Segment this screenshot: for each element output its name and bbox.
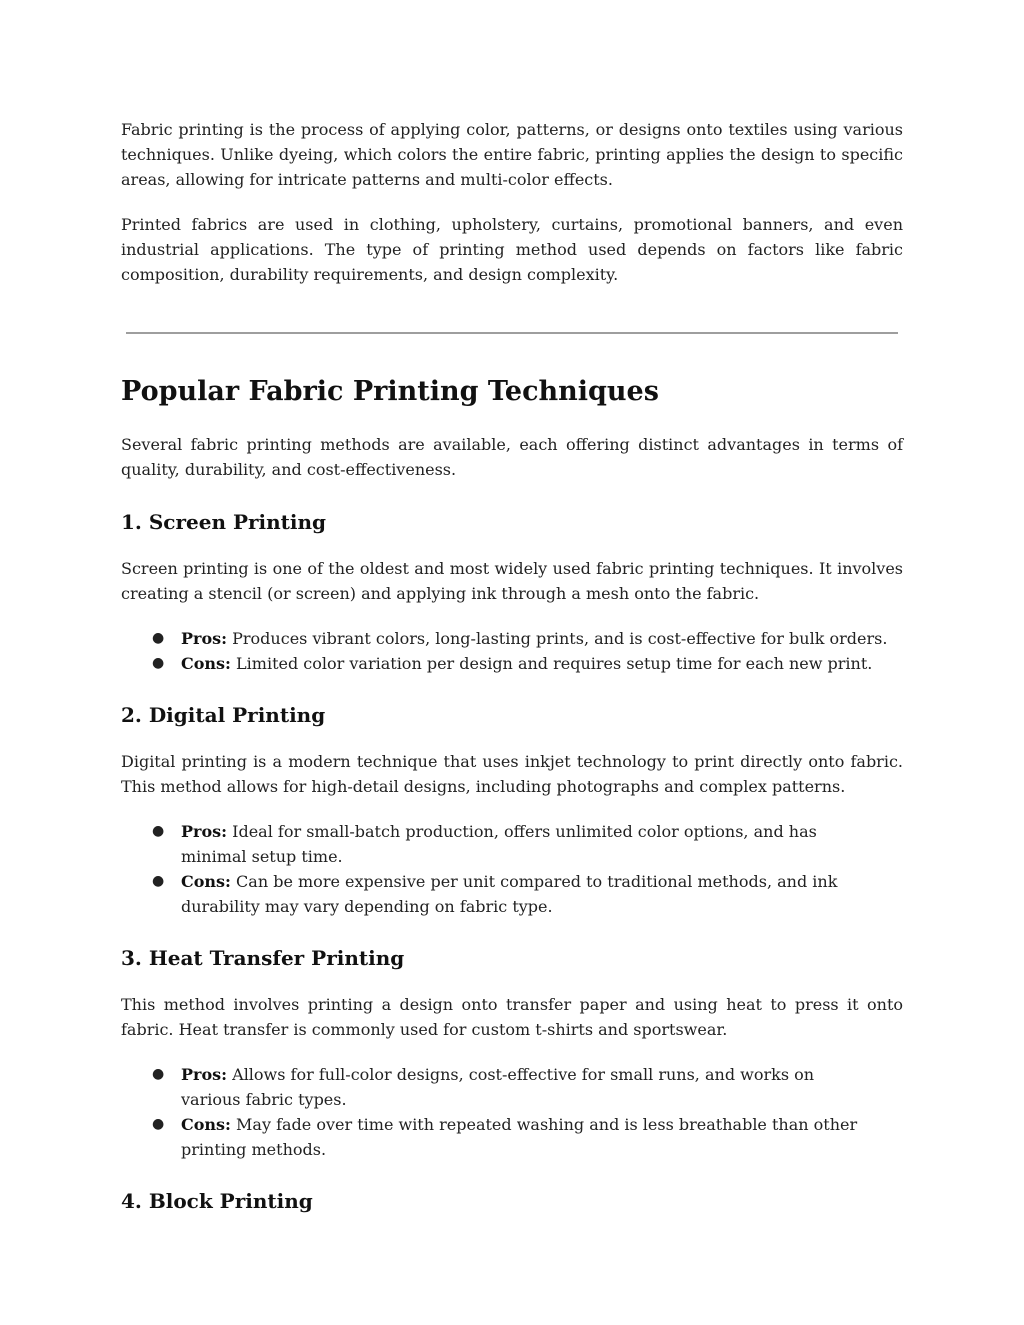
bullet-icon: ● [152, 873, 165, 889]
method-title-heat-transfer-printing: 3. Heat Transfer Printing [121, 946, 405, 970]
cons-label: Cons: [181, 654, 231, 673]
pros-cons-list [121, 626, 903, 676]
method-desc-digital-printing: Digital printing is a modern technique that uses inkjet technology to print directly onto fabric. This method allows for high-detail designs, including photographs and complex patterns. [121, 752, 903, 796]
pros-cons-list [121, 1062, 861, 1162]
list-item-cons [121, 651, 903, 676]
method-desc-heat-transfer-printing: This method involves printing a design onto transfer paper and using heat to press it onto fabric. Heat transfer is commonly used for custom t-shirts and sportswear. [121, 995, 903, 1039]
pros-cons-list [121, 819, 861, 919]
document-page [121, 117, 903, 1215]
list-item-pros [121, 626, 903, 651]
pros-label: Pros: [181, 822, 228, 841]
pros-text: Ideal for small-batch production, offers unlimited color options, and has minimal setup time. [181, 822, 817, 866]
bullet-icon: ● [152, 655, 165, 671]
cons-label: Cons: [181, 1115, 231, 1134]
pros-label: Pros: [181, 1065, 228, 1084]
list-item-pros [121, 819, 861, 869]
list-item-cons [121, 1112, 861, 1162]
method-desc-screen-printing: Screen printing is one of the oldest and most widely used fabric printing techniques. It involves creating a stencil (or screen) and applying ink through a mesh onto the fabric. [121, 559, 903, 603]
bullet-icon: ● [152, 630, 165, 646]
method-title-digital-printing: 2. Digital Printing [121, 703, 326, 727]
cons-text: May fade over time with repeated washing and is less breathable than other printing methods. [181, 1115, 858, 1159]
cons-text: Can be more expensive per unit compared to traditional methods, and ink durability may vary depending on fabric type. [181, 872, 838, 916]
section-intro-paragraph: Several fabric printing methods are available, each offering distinct advantages in terms of quality, durability, and cost-effectiveness. [121, 435, 903, 479]
cons-label: Cons: [181, 872, 231, 891]
list-item-cons [121, 869, 861, 919]
method-title-screen-printing: 1. Screen Printing [121, 510, 327, 534]
bullet-icon: ● [152, 1116, 165, 1132]
cons-text: Limited color variation per design and requires setup time for each new print. [230, 654, 873, 673]
pros-text: Allows for full-color designs, cost-effective for small runs, and works on various fabric types. [181, 1065, 815, 1109]
list-item-pros [121, 1062, 861, 1112]
intro-paragraph-1: Fabric printing is the process of applying color, patterns, or designs onto textiles using various techniques. Unlike dyeing, which colors the entire fabric, printing applies the design to specific areas, allowing for intricate patterns and multi-color effects. [121, 120, 903, 189]
bullet-icon: ● [152, 823, 165, 839]
pros-label: Pros: [181, 629, 228, 648]
intro-paragraph-2: Printed fabrics are used in clothing, upholstery, curtains, promotional banners, and even industrial applications. The type of printing method used depends on factors like fabric composition, durability requirements, and design complexity. [121, 215, 903, 284]
pros-text: Produces vibrant colors, long-lasting prints, and is cost-effective for bulk orders. [227, 629, 888, 648]
bullet-icon: ● [152, 1066, 165, 1082]
section-title: Popular Fabric Printing Techniques [121, 376, 659, 407]
method-title-block-printing: 4. Block Printing [121, 1189, 313, 1213]
